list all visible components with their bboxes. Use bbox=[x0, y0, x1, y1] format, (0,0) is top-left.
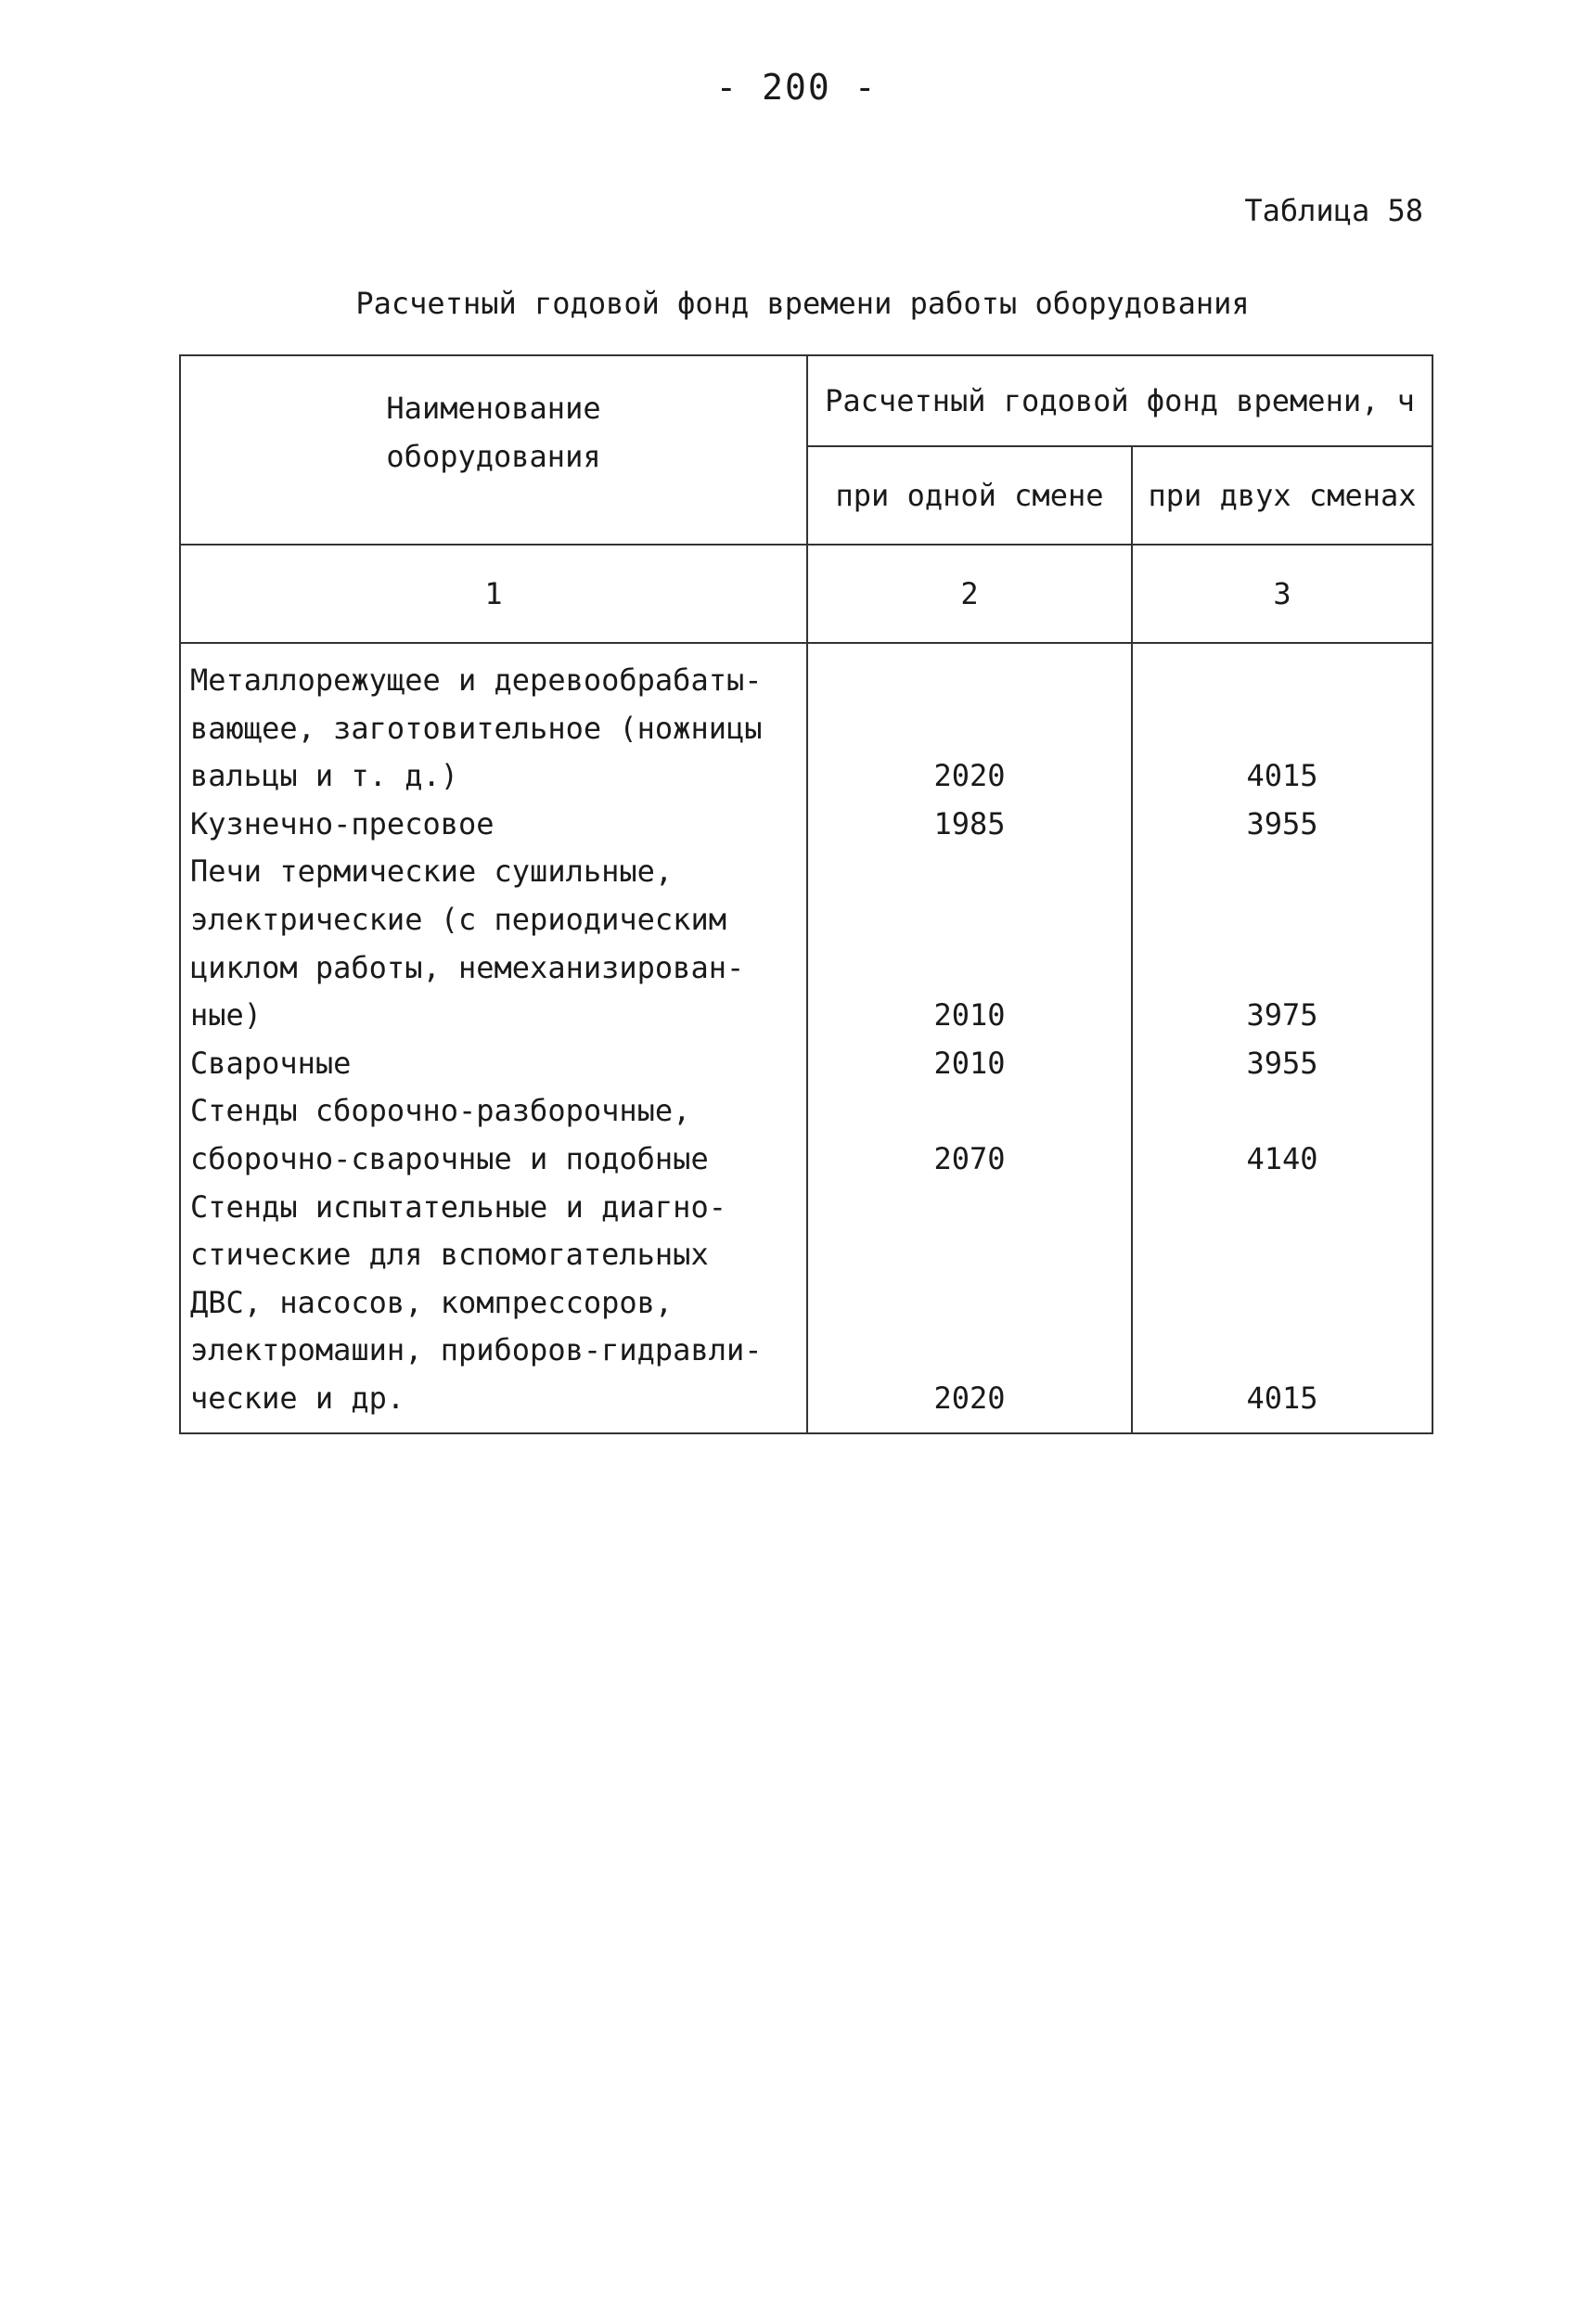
table-row bbox=[180, 752, 1432, 801]
table-row bbox=[180, 944, 1432, 993]
equipment-name-cell: Печи термические сушильные, bbox=[180, 848, 807, 896]
two-shifts-value bbox=[1132, 896, 1432, 944]
one-shift-value: 2070 bbox=[807, 1136, 1132, 1184]
two-shifts-value bbox=[1132, 1087, 1432, 1136]
two-shifts-value bbox=[1132, 705, 1432, 753]
equipment-time-fund-table bbox=[179, 354, 1433, 1434]
column-number-1: 1 bbox=[180, 545, 807, 643]
table-row bbox=[180, 896, 1432, 944]
table-row bbox=[180, 992, 1432, 1040]
equipment-name-cell: ные) bbox=[180, 992, 807, 1040]
table-row bbox=[180, 1375, 1432, 1433]
table-row bbox=[180, 848, 1432, 896]
table-row bbox=[180, 801, 1432, 849]
header-time-fund-group: Расчетный годовой фонд времени, ч bbox=[807, 355, 1432, 446]
two-shifts-value bbox=[1132, 944, 1432, 993]
equipment-name-cell: Сварочные bbox=[180, 1040, 807, 1088]
two-shifts-value bbox=[1132, 1231, 1432, 1279]
one-shift-value: 2020 bbox=[807, 1375, 1132, 1433]
table-title: Расчетный годовой фонд времени работы оборудования bbox=[355, 286, 1250, 321]
header-two-shifts: при двух сменах bbox=[1132, 446, 1432, 545]
equipment-name-cell: стические для вспомогательных bbox=[180, 1231, 807, 1279]
one-shift-value bbox=[807, 1184, 1132, 1232]
table-label: Таблица 58 bbox=[1244, 193, 1423, 228]
equipment-name-cell: Металлорежущее и деревообрабаты- bbox=[180, 643, 807, 705]
table-row bbox=[180, 1231, 1432, 1279]
equipment-name-cell: электромашин, приборов-гидравли- bbox=[180, 1327, 807, 1375]
one-shift-value bbox=[807, 1279, 1132, 1328]
one-shift-value bbox=[807, 1327, 1132, 1375]
table-row bbox=[180, 1327, 1432, 1375]
two-shifts-value: 3955 bbox=[1132, 1040, 1432, 1088]
one-shift-value bbox=[807, 705, 1132, 753]
one-shift-value bbox=[807, 896, 1132, 944]
column-number-2: 2 bbox=[807, 545, 1132, 643]
equipment-name-cell: ДВС, насосов, компрессоров, bbox=[180, 1279, 807, 1328]
table-row bbox=[180, 643, 1432, 705]
two-shifts-value bbox=[1132, 848, 1432, 896]
header-one-shift: при одной смене bbox=[807, 446, 1132, 545]
two-shifts-value: 4140 bbox=[1132, 1136, 1432, 1184]
two-shifts-value bbox=[1132, 643, 1432, 705]
one-shift-value bbox=[807, 1087, 1132, 1136]
two-shifts-value bbox=[1132, 1279, 1432, 1328]
one-shift-value: 2010 bbox=[807, 992, 1132, 1040]
two-shifts-value: 3955 bbox=[1132, 801, 1432, 849]
equipment-name-cell: электрические (с периодическим bbox=[180, 896, 807, 944]
table-row bbox=[180, 1279, 1432, 1328]
table-row bbox=[180, 1040, 1432, 1088]
equipment-name-cell: циклом работы, немеханизирован- bbox=[180, 944, 807, 993]
table-row bbox=[180, 1136, 1432, 1184]
header-equipment-name bbox=[180, 355, 807, 545]
two-shifts-value: 4015 bbox=[1132, 1375, 1432, 1433]
equipment-name-cell: вальцы и т. д.) bbox=[180, 752, 807, 801]
two-shifts-value: 3975 bbox=[1132, 992, 1432, 1040]
one-shift-value bbox=[807, 643, 1132, 705]
page-number: - 200 - bbox=[715, 67, 878, 108]
one-shift-value: 2020 bbox=[807, 752, 1132, 801]
two-shifts-value: 4015 bbox=[1132, 752, 1432, 801]
equipment-name-cell: вающее, заготовительное (ножницы bbox=[180, 705, 807, 753]
two-shifts-value bbox=[1132, 1184, 1432, 1232]
one-shift-value bbox=[807, 848, 1132, 896]
one-shift-value: 2010 bbox=[807, 1040, 1132, 1088]
two-shifts-value bbox=[1132, 1327, 1432, 1375]
equipment-name-cell: Стенды сборочно-разборочные, bbox=[180, 1087, 807, 1136]
equipment-name-cell: ческие и др. bbox=[180, 1375, 807, 1433]
equipment-name-cell: Стенды испытательные и диагно- bbox=[180, 1184, 807, 1232]
column-number-3: 3 bbox=[1132, 545, 1432, 643]
equipment-name-cell: сборочно-сварочные и подобные bbox=[180, 1136, 807, 1184]
one-shift-value bbox=[807, 1231, 1132, 1279]
table-row bbox=[180, 1087, 1432, 1136]
equipment-name-cell: Кузнечно-пресовое bbox=[180, 801, 807, 849]
one-shift-value: 1985 bbox=[807, 801, 1132, 849]
table-row bbox=[180, 705, 1432, 753]
one-shift-value bbox=[807, 944, 1132, 993]
table-row bbox=[180, 1184, 1432, 1232]
header-name-line-1: Наименование bbox=[386, 391, 601, 426]
header-name-line-2: оборудования bbox=[386, 439, 601, 474]
